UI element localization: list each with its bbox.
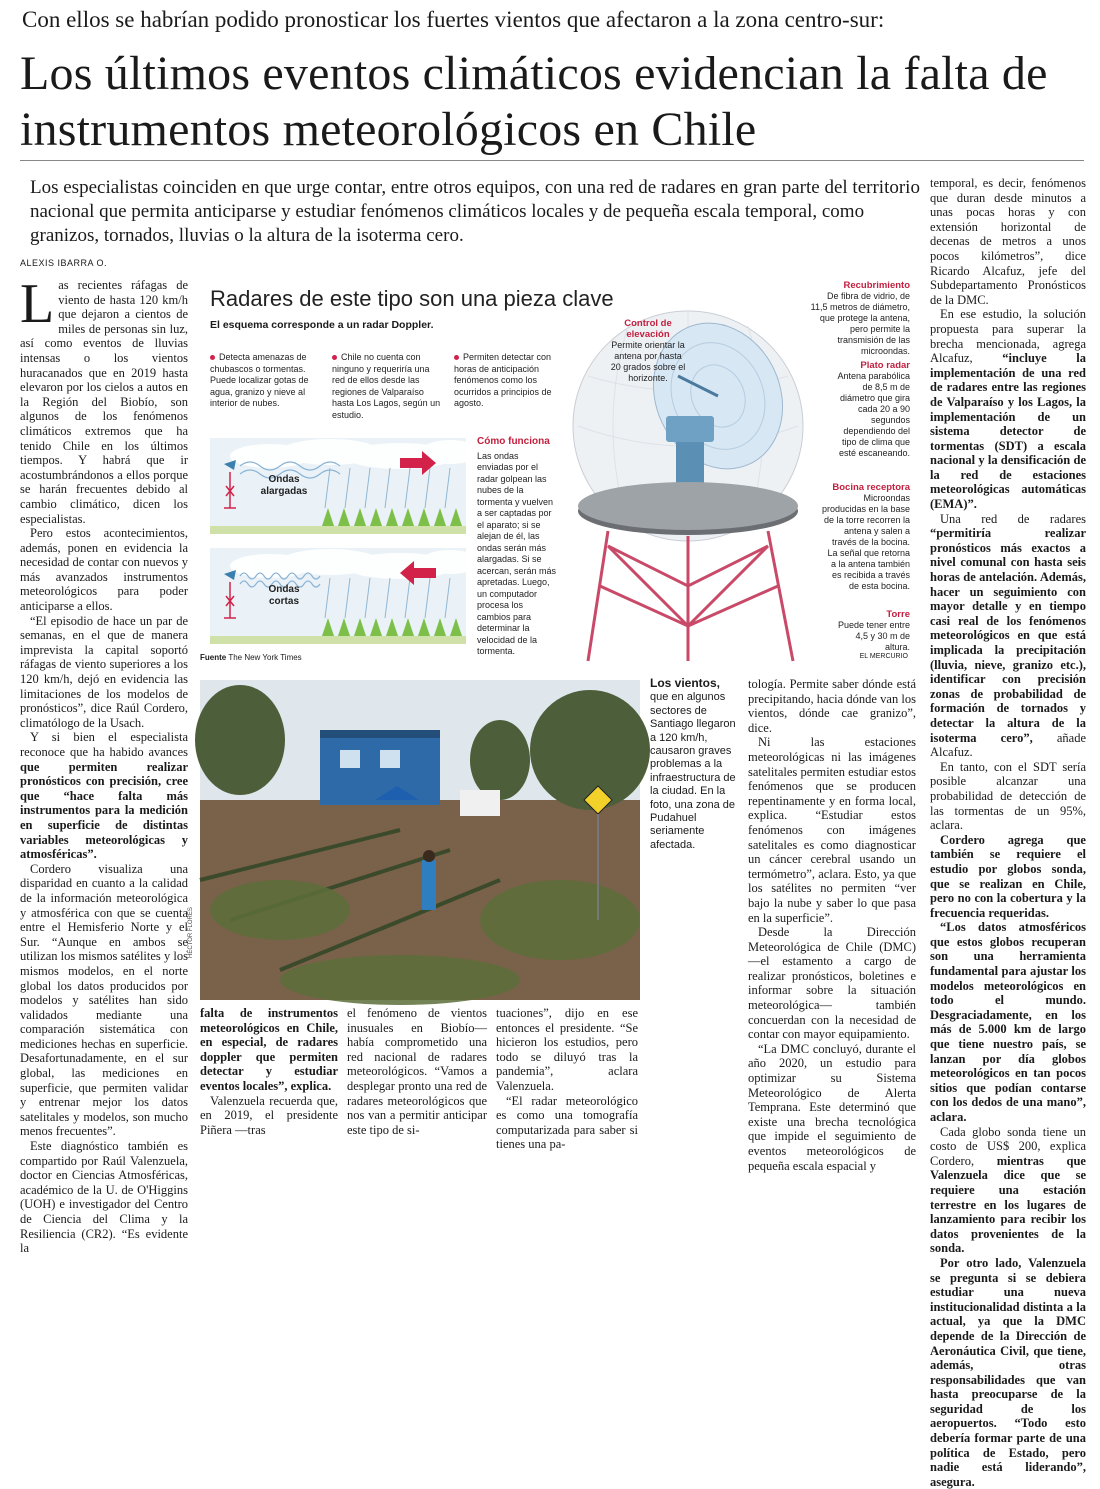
infographic-subtitle: El esquema corresponde a un radar Doppler.	[210, 319, 434, 331]
paragraph: “El episodio de hace un par de semanas, en el que de manera imprevista la capital soportó ráfagas de viento superiores a los 120 km/h, dejó en evidencia las limitaciones de los modelos de pronósticos”, dice Raúl Cordero, climatólogo de la Usach.	[20, 613, 188, 730]
paragraph: “El radar meteorológico es como una tomografía computarizada para saber si tienes una pa-	[496, 1093, 638, 1152]
paragraph: Ni las estaciones meteorológicas ni las imágenes satelitales permiten estudiar estos fenómenos que se producen repentinamente y en forma local, explica. “Estudiar estos fenómenos con imágenes satelitales es como diagnosticar un cáncer cerebral usando un termómetro”, aclara. Esto, ya que los satélites no permiten “ver bajo la nube y saber lo que pasa en la superficie”.	[748, 735, 916, 925]
dropcap: L	[20, 273, 55, 335]
article-column-1	[20, 273, 188, 1256]
photo-caption: Los vientos, que en algunos sectores de Santiago llegaron a 120 km/h, causaron graves problemas a la infraestructura de la ciudad. En la foto, una zona de Pudahuel seriamente afectada.	[650, 676, 736, 851]
paragraph: “Los datos atmosféricos que estos globos recuperan son una herramienta fundamental para ajustar los modelos meteorológicos en todo el mundo. Desgraciadamente, en los más de 5.000 km de largo que tiene nuestro país, se lanzan por día globos meteorológicos en tan pocos sitios que podían contarse con los dedos de una mano”, aclara.	[930, 920, 1086, 1124]
panel-2-label: Ondas cortas	[268, 584, 300, 607]
brand: EL MERCURIO	[859, 653, 908, 660]
paragraph: as recientes ráfagas de viento de hasta 120 km/h que dejaron a cientos de miles de personas sin luz, así como eventos de lluvias intensas o los vientos huracanados que en 2019 hasta elevaron por los cielos a autos en la Región del Biobío, son algunos de los fenómenos climáticos extremos que ha tenido Chile en los últimos tiempos. Y habrá que ir acostumbrándonos a ellos porque se harán frecuentes debido al cambio climático, dicen los especialistas.	[20, 278, 188, 526]
paragraph: Una red de radares “permitiría realizar pronósticos más exactos a nivel comunal con hasta seis horas de antelación. Además, hacer un seguimiento con mayor detalle y en tiempo casi real de los fenómenos meteorológicos en que está implicada la precipitación (lluvia, nieve, granizo etc.), identificar con precisión zonas de probabilidad de formación de tornados y detectar la altura de la isoterma cero”, añade Alcafuz.	[930, 511, 1086, 760]
bullet-dot-icon	[210, 355, 215, 360]
infographic-title: Radares de este tipo son una pieza clave	[210, 286, 614, 311]
paragraph: Por otro lado, Valenzuela se pregunta si se debiera estudiar una nueva institucionalidad distinta a la actual, ya que la DMC depende de la Dirección de Aeronáutica Civil, que tiene, además, otras responsabilidades que van hasta preocuparse de la seguridad de los aeropuertos. “Todo esto debería formar parte de una política de Estado, pero nadie está liderando”, asegura.	[930, 1255, 1086, 1489]
article-column-6	[930, 176, 1087, 1489]
paragraph: “La DMC concluyó, durante el año 2020, un estudio para optimizar su Sistema Meteorológico de Alerta Temprana. Este determinó que existe una brecha tecnológica que impide el seguimiento de eventos meteorológicos de pequeña escala espacial y	[748, 1041, 916, 1173]
paragraph: Y si bien el especialista reconoce que ha habido avances que permiten realizar pronósticos con precisión, cree que “hace falta más instrumentos para la medición en superficie de distintas variables meteorológicas y atmosféricas”.	[20, 730, 188, 862]
page-title: Los últimos eventos climáticos evidencian la falta de instrumentos meteorológicos en Chile	[20, 47, 1048, 156]
paragraph: falta de instrumentos meteorológicos en Chile, en especial, de radares doppler que permiten detectar y estudiar eventos locales”, explica.	[200, 1006, 338, 1093]
article-column-5	[748, 677, 916, 1173]
paragraph: tología. Permite saber dónde está precipitando, hacia dónde van los vientos, dónde cae granizo”, dice.	[748, 677, 916, 735]
paragraph: En tanto, con el SDT sería posible alcanzar una probabilidad de detección de las tormentas de un 95%, aclara.	[930, 759, 1086, 833]
article-column-3	[347, 1006, 487, 1137]
photo-illustration	[200, 680, 640, 1000]
note-3: Permiten detectar con horas de anticipación fenómenos como los ocurridos a principios de agosto.	[454, 352, 552, 408]
paragraph: Cordero visualiza una disparidad en cuanto a la calidad de la información meteorológica y atmosférica con que se cuenta entre el Hemisferio Norte y el Sur. “Aunque en ambos se utilizan los mismos satélites y los mismos modelos, en el norte global los datos producidos por modelos y satélites han sido validados mediante una comparación sistemática con mediciones hechas en superficie. Desafortunadamente, en el sur global, las mediciones en superficie, que permiten validar y entrenar mejor los datos satelitales y modelos, son mucho menos frecuentes”.	[20, 861, 188, 1139]
storm-scene-illustration	[210, 548, 466, 644]
panel-short-waves	[210, 548, 466, 644]
paragraph: Desde la Dirección Meteorológica de Chile (DMC) —el estamento a cargo de realizar pronósticos, boletines e informar sobre la situación meteorológica— también concuerdan con la necesidad de contar con mayor equipamiento.	[748, 925, 916, 1042]
note-1: Detecta amenazas de chubascos o tormentas. Puede localizar gotas de agua, granizo y nieve al interior de nubes.	[210, 352, 309, 408]
paragraph: Pero estos acontecimientos, además, ponen en evidencia la necesidad de contar con nuevos y más avanzados instrumentos meteorológicos para poder anticiparse a ellos.	[20, 526, 188, 614]
paragraph: Cordero agrega que también se requiere el estudio por globos sonda, que se realizan en Chile, pero no con la cobertura y la frecuencia requeridas.	[930, 832, 1086, 920]
label-torre: Torre Puede tener entre 4,5 y 30 m de altura.	[837, 609, 910, 652]
bullet-dot-icon	[454, 355, 459, 360]
note-2: Chile no cuenta con ninguno y requeriría una red de ellos desde las regiones de Valparaíso hasta Los Lagos, según un estudio.	[332, 352, 441, 420]
paragraph: Cada globo sonda tiene un costo de US$ 200, explica Cordero, mientras que Valenzuela dice que se requiere una estación terrestre en los lugares de lanzamiento para recibir los datos provenientes de la sonda.	[930, 1124, 1086, 1256]
article-column-2	[200, 1006, 338, 1137]
label-plato-radar: Plato radar Antena parabólica de 8,5 m de diámetro que gira cada 20 a 90 segundos dependiendo del tipo de clima que esté escaneando.	[837, 360, 910, 458]
kicker: Con ellos se habrían podido pronosticar los fuertes vientos que afectaron a la zona centro-sur:	[22, 7, 885, 32]
label-recubrimiento: Recubrimiento De fibra de vidrio, de 11,5 metros de diámetro, que protege la antena, pero permite la transmisión de las microondas.	[810, 280, 910, 356]
paragraph: Este diagnóstico también es compartido por Raúl Valenzuela, doctor en Ciencias Atmosféricas, académico de la U. de O'Higgins (UOH) e investigador del Centro de Ciencia del Clima y la Resiliencia (CR2). “Es evidente la	[20, 1139, 188, 1256]
label-control-elevacion: Control de elevación Permite orientar la antena por hasta 20 grados sobre el horizonte.	[610, 318, 686, 383]
divider	[20, 160, 1084, 161]
radar-illustration	[568, 296, 808, 661]
byline: ALEXIS IBARRA O.	[20, 258, 108, 268]
paragraph: el fenómeno de vientos inusuales en Biobío— había comprometido una red nacional de radares meteorológicos. “Vamos a desplegar pronto una red de radares meteorológicos que nos van a permitir anticipar este tipo de si-	[347, 1006, 487, 1137]
radar-infographic	[198, 266, 914, 664]
paragraph: En ese estudio, la solución propuesta para superar la brecha mencionada, agrega Alcafuz, “incluye la implementación de una red de radares entre las regiones de Valparaíso y los Lagos, la implementación de un sistema detector de tormentas (SDT) a escala nacional y la densificación de la red de estaciones meteorológicas automáticas (EMA)”.	[930, 307, 1087, 512]
article-column-4	[496, 1006, 638, 1152]
how-it-works: Cómo funciona Las ondas enviadas por el radar golpean las nubes de la tormenta y vuelven a ser captadas por el aparato; si se alejan de él, las ondas serán más alargadas. Si se acercan, serán más apretadas. Luego, un computador procesa los cambios para determinar la velocidad de la tormenta.	[477, 436, 557, 656]
storm-damage-photo	[200, 680, 640, 1000]
label-bocina: Bocina receptora Microondas producidas en la base de la torre recorren la antena y salen a través de la bocina. La señal que retorna a la antena también es recibida a través de esta bocina.	[821, 482, 910, 591]
paragraph: Valenzuela recuerda que, en 2019, el presidente Piñera —tras	[200, 1093, 338, 1137]
lead-paragraph: Los especialistas coinciden en que urge contar, entre otros equipos, con una red de radares en gran parte del territorio nacional que permita anticiparse y estudiar fenómenos climáticos locales y de pequeña escala temporal, como granizos, tornados, lluvias o la altura de la isoterma cero.	[30, 177, 920, 246]
source: Fuente The New York Times	[200, 653, 302, 662]
panel-long-waves	[210, 438, 466, 534]
paragraph: tuaciones”, dijo en ese entonces el presidente. “Se hicieron los estudios, pero todo se diluyó tras la pandemia”, aclara Valenzuela.	[496, 1006, 638, 1093]
paragraph: temporal, es decir, fenómenos que duran desde minutos a unas pocas horas y con extensión horizontal de decenas de metros a unos pocos kilómetros”, dice Ricardo Alcafuz, jefe del Subdepartamento Pronósticos de la DMC.	[930, 176, 1086, 307]
bullet-dot-icon	[332, 355, 337, 360]
photo-credit: HÉCTOR FLORES	[188, 907, 194, 958]
storm-scene-illustration	[210, 438, 466, 534]
panel-1-label: Ondas alargadas	[260, 474, 308, 497]
